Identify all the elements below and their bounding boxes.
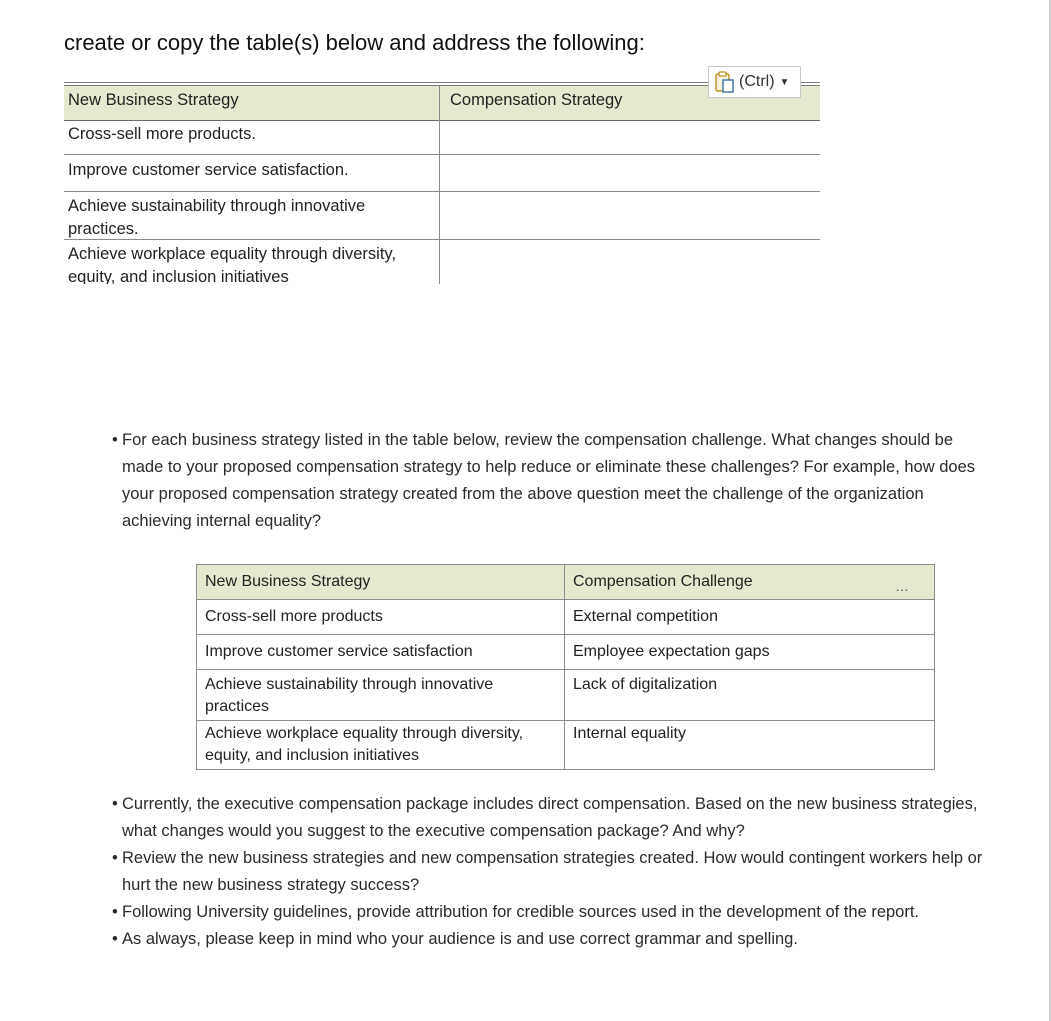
list-item bbox=[112, 899, 1012, 926]
strategy-table-top bbox=[64, 78, 820, 284]
list-item bbox=[112, 845, 1012, 899]
instructions-heading: create or copy the table(s) below and address the following: bbox=[64, 30, 645, 55]
table-cell: Improve customer service satisfaction bbox=[197, 635, 565, 670]
bullet-text: Currently, the executive compensation package includes direct compensation. Based on the new business strategies, what changes would you suggest to the executive compensation package? And why? bbox=[122, 795, 978, 840]
row-divider bbox=[64, 191, 820, 192]
header-compensation-strategy: Compensation Strategy bbox=[450, 91, 623, 109]
bullet-text: As always, please keep in mind who your audience is and use correct grammar and spelling. bbox=[122, 930, 798, 948]
table-cell: Achieve sustainability through innovative practices bbox=[197, 670, 565, 721]
bullet-dot: • bbox=[112, 431, 118, 449]
chevron-down-icon: ▼ bbox=[779, 76, 790, 88]
bullet-dot: • bbox=[112, 930, 118, 948]
table-cell: Achieve workplace equality through diversity, equity, and inclusion initiatives bbox=[197, 721, 565, 770]
table-cell: Cross-sell more products bbox=[197, 600, 565, 635]
bullet-text: Review the new business strategies and new compensation strategies created. How would contingent workers help or hurt the new business strategy success? bbox=[122, 849, 983, 894]
table-row bbox=[197, 600, 935, 635]
list-item bbox=[112, 926, 1012, 953]
paste-options-button[interactable] bbox=[708, 66, 801, 98]
bullet-intro-block bbox=[112, 427, 992, 535]
table-row bbox=[197, 635, 935, 670]
table-cell: Lack of digitalization bbox=[565, 670, 935, 721]
header-new-business-strategy: New Business Strategy bbox=[68, 91, 239, 109]
list-item bbox=[112, 791, 1012, 845]
bullet-dot: • bbox=[112, 903, 118, 921]
table-cell: Achieve sustainability through innovative practices. bbox=[68, 197, 366, 238]
table-cell: Improve customer service satisfaction. bbox=[68, 161, 349, 179]
row-divider bbox=[64, 154, 820, 155]
paste-options-label: (Ctrl) bbox=[739, 73, 775, 90]
table-top-border bbox=[64, 82, 820, 83]
list-item bbox=[112, 427, 992, 535]
table-cell: Employee expectation gaps bbox=[565, 635, 935, 670]
table-cell: Internal equality bbox=[565, 721, 935, 770]
table-row bbox=[197, 670, 935, 721]
bullet-text: Following University guidelines, provide attribution for credible sources used in the development of the report. bbox=[122, 903, 920, 921]
table-header-row bbox=[197, 565, 935, 600]
bullet-list bbox=[112, 791, 1012, 953]
more-options-icon[interactable]: … bbox=[895, 578, 910, 594]
table-cell: Achieve workplace equality through diversity, equity, and inclusion initiatives bbox=[68, 245, 397, 284]
header-compensation-challenge: Compensation Challenge bbox=[565, 565, 935, 600]
bullet-dot: • bbox=[112, 795, 118, 813]
clipboard-paste-icon bbox=[714, 71, 736, 93]
table-cell: External competition bbox=[565, 600, 935, 635]
header-new-business-strategy: New Business Strategy bbox=[197, 565, 565, 600]
bullet-text: For each business strategy listed in the table below, review the compensation challenge. What changes should be made to your proposed compensation strategy to help reduce or eliminate these challenges? For example, how does your proposed compensation strategy created from the above question meet the challenge of the organization achieving internal equality? bbox=[122, 431, 975, 530]
table-cell: Cross-sell more products. bbox=[68, 125, 256, 143]
strategy-challenge-table bbox=[196, 564, 935, 770]
bullet-dot: • bbox=[112, 849, 118, 867]
column-divider bbox=[439, 86, 440, 284]
table-row bbox=[197, 721, 935, 770]
